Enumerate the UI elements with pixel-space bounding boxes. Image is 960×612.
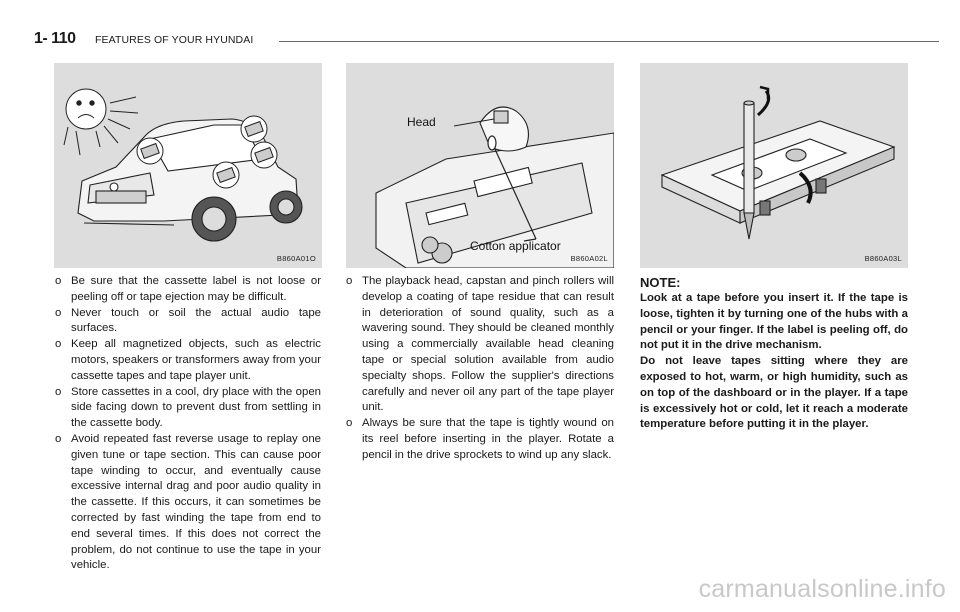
list-item: o Store cassettes in a cool, dry place with the open side facing down to prevent dust from settling in the cassette body. — [55, 385, 321, 430]
list-item: o Be sure that the cassette label is not loose or peeling off or tape ejection may be difficult. — [55, 275, 321, 303]
cleaning-list — [346, 274, 614, 464]
page-number: 1- 110 — [34, 30, 76, 47]
cassette-pencil-illustration — [640, 63, 908, 268]
note-box — [640, 274, 908, 433]
pencil-icon — [744, 101, 754, 239]
list-item: o Keep all magnetized objects, such as electric motors, speakers or transformers away from your cassette tapes and tape player unit. — [55, 338, 321, 382]
page-header — [34, 30, 914, 54]
note-paragraph: Look at a tape before you insert it. If the tape is loose, tighten it by turning one of the hubs with a pencil or your finger. If the label is peeling off, do not put it in the drive mechanism. — [640, 292, 908, 352]
note-title: NOTE: — [640, 275, 681, 290]
watermark: carmanualsonline.info — [698, 575, 946, 603]
head-label: Head — [407, 115, 436, 129]
car-illustration — [78, 119, 302, 241]
figure-code: B860A02L — [570, 254, 608, 263]
list-item: o Always be sure that the tape is tightly wound on its reel before inserting in the player. Rotate a pencil in the drive sprockets to wind up any slack. — [346, 417, 614, 461]
sad-sun-icon — [64, 89, 138, 155]
list-item: o Never touch or soil the actual audio tape surfaces. — [55, 306, 321, 335]
note-paragraph: Do not leave tapes sitting where they are exposed to hot, warm, or high humidity, such as on top of the dashboard or in the player. If a tape is excessively hot or cold, let it reach a moderate temperature before putting it in the player. — [640, 355, 908, 431]
figure-cassette-pencil — [640, 63, 908, 268]
cassette-icon — [662, 121, 894, 223]
figure-code: B860A01O — [276, 254, 316, 263]
list-item: o The playback head, capstan and pinch rollers will develop a coating of tape residue that can result in deterioration of sound quality, such as a wavering sound. They should be cleaned monthly using a commercially available head cleaning tape or special solution available from audio specialty shops. Follow the supplier's directions carefully and never oil any part of the tape player unit. — [346, 275, 614, 414]
list-item: o Avoid repeated fast reverse usage to replay one given tune or tape section. This can cause poor tape winding to occur, and eventually cause excessive internal drag and poor audio quality in the cassette. If this occurs, it can sometimes be corrected by fast winding the tape from end to end several times. If this does not correct the problem, do not continue to use the tape in your vehicle. — [55, 432, 321, 572]
figure-car-sun — [54, 63, 322, 268]
cassette-care-list — [55, 274, 321, 574]
figure-head-cleaning — [346, 63, 614, 268]
section-title: FEATURES OF YOUR HYUNDAI — [95, 34, 254, 46]
tape-deck-illustration — [346, 63, 614, 268]
header-rule — [279, 41, 939, 42]
cotton-applicator-label: Cotton applicator — [470, 239, 561, 253]
figure-code: B860A03L — [864, 254, 902, 263]
car-sun-illustration — [54, 63, 322, 268]
